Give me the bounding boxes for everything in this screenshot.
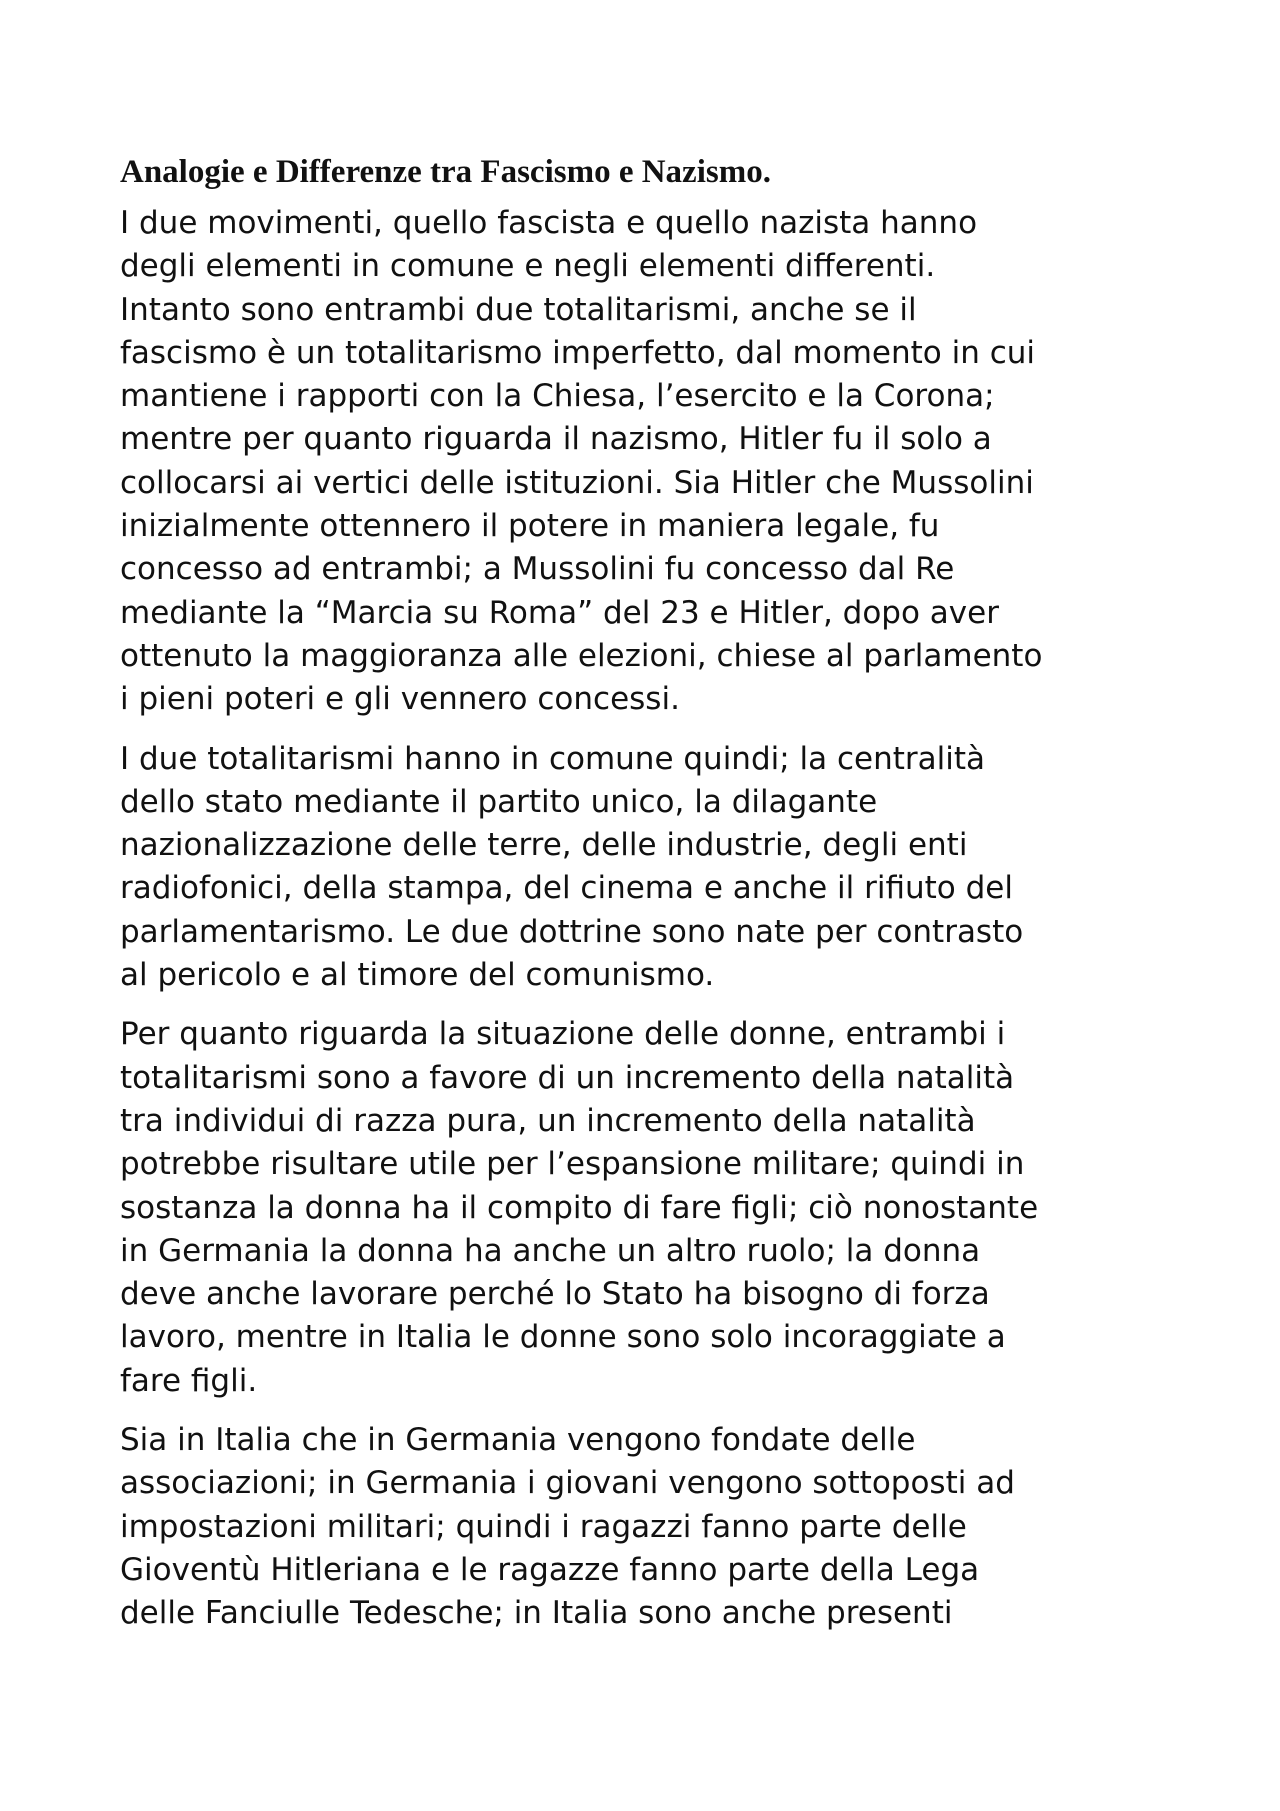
text-line: associazioni; in Germania i giovani vengono sottoposti ad <box>120 1465 1015 1502</box>
text-line: mediante la “Marcia su Roma” del 23 e Hitler, dopo aver <box>120 594 999 631</box>
text-line: deve anche lavorare perché lo Stato ha bisogno di forza <box>120 1276 990 1313</box>
text-line: sostanza la donna ha il compito di fare figli; ciò nonostante <box>120 1189 1039 1226</box>
text-line: Sia in Italia che in Germania vengono fondate delle <box>120 1422 916 1459</box>
text-line: fare figli. <box>120 1362 258 1399</box>
text-line: al pericolo e al timore del comunismo. <box>120 957 715 994</box>
paragraph-4 <box>120 1419 1180 1635</box>
paragraph-2 <box>120 738 1180 998</box>
text-line: parlamentarismo. Le due dottrine sono nate per contrasto <box>120 913 1024 950</box>
text-line: I due totalitarismi hanno in comune quindi; la centralità <box>120 740 986 777</box>
text-line: nazionalizzazione delle terre, delle industrie, degli enti <box>120 827 968 864</box>
text-line: in Germania la donna ha anche un altro ruolo; la donna <box>120 1232 981 1269</box>
text-line: degli elementi in comune e negli elementi differenti. <box>120 248 936 285</box>
document-title: Analogie e Differenze tra Fascismo e Nazismo. <box>120 154 771 190</box>
text-line: radiofonici, della stampa, del cinema e anche il rifiuto del <box>120 870 1013 907</box>
text-line: totalitarismi sono a favore di un incremento della natalità <box>120 1059 1015 1096</box>
text-line: delle Fanciulle Tedesche; in Italia sono anche presenti <box>120 1595 953 1632</box>
text-line: dello stato mediante il partito unico, la dilagante <box>120 783 878 820</box>
text-line: inizialmente ottennero il potere in maniera legale, fu <box>120 508 940 545</box>
text-line: Intanto sono entrambi due totalitarismi, anche se il <box>120 291 917 328</box>
text-line: Gioventù Hitleriana e le ragazze fanno parte della Lega <box>120 1551 980 1588</box>
text-line: I due movimenti, quello fascista e quello nazista hanno <box>120 205 978 241</box>
text-line: impostazioni militari; quindi i ragazzi fanno parte delle <box>120 1508 967 1545</box>
text-line: collocarsi ai vertici delle istituzioni. Sia Hitler che Mussolini <box>120 464 1034 501</box>
text-line: potrebbe risultare utile per l’espansione militare; quindi in <box>120 1146 1025 1183</box>
text-line: ottenuto la maggioranza alle elezioni, chiese al parlamento <box>120 637 1043 674</box>
text-line: i pieni poteri e gli vennero concessi. <box>120 681 680 718</box>
text-line: Per quanto riguarda la situazione delle donne, entrambi i <box>120 1016 1006 1053</box>
document-body <box>120 150 1180 1652</box>
paragraph-1 <box>120 202 1180 722</box>
text-line: mentre per quanto riguarda il nazismo, Hitler fu il solo a <box>120 421 992 458</box>
text-line: mantiene i rapporti con la Chiesa, l’esercito e la Corona; <box>120 378 995 415</box>
text-line: fascismo è un totalitarismo imperfetto, dal momento in cui <box>120 334 1036 371</box>
text-line: lavoro, mentre in Italia le donne sono solo incoraggiate a <box>120 1319 1006 1356</box>
text-line: tra individui di razza pura, un incremento della natalità <box>120 1102 976 1139</box>
paragraph-3 <box>120 1013 1180 1403</box>
text-line: concesso ad entrambi; a Mussolini fu concesso dal Re <box>120 551 955 588</box>
